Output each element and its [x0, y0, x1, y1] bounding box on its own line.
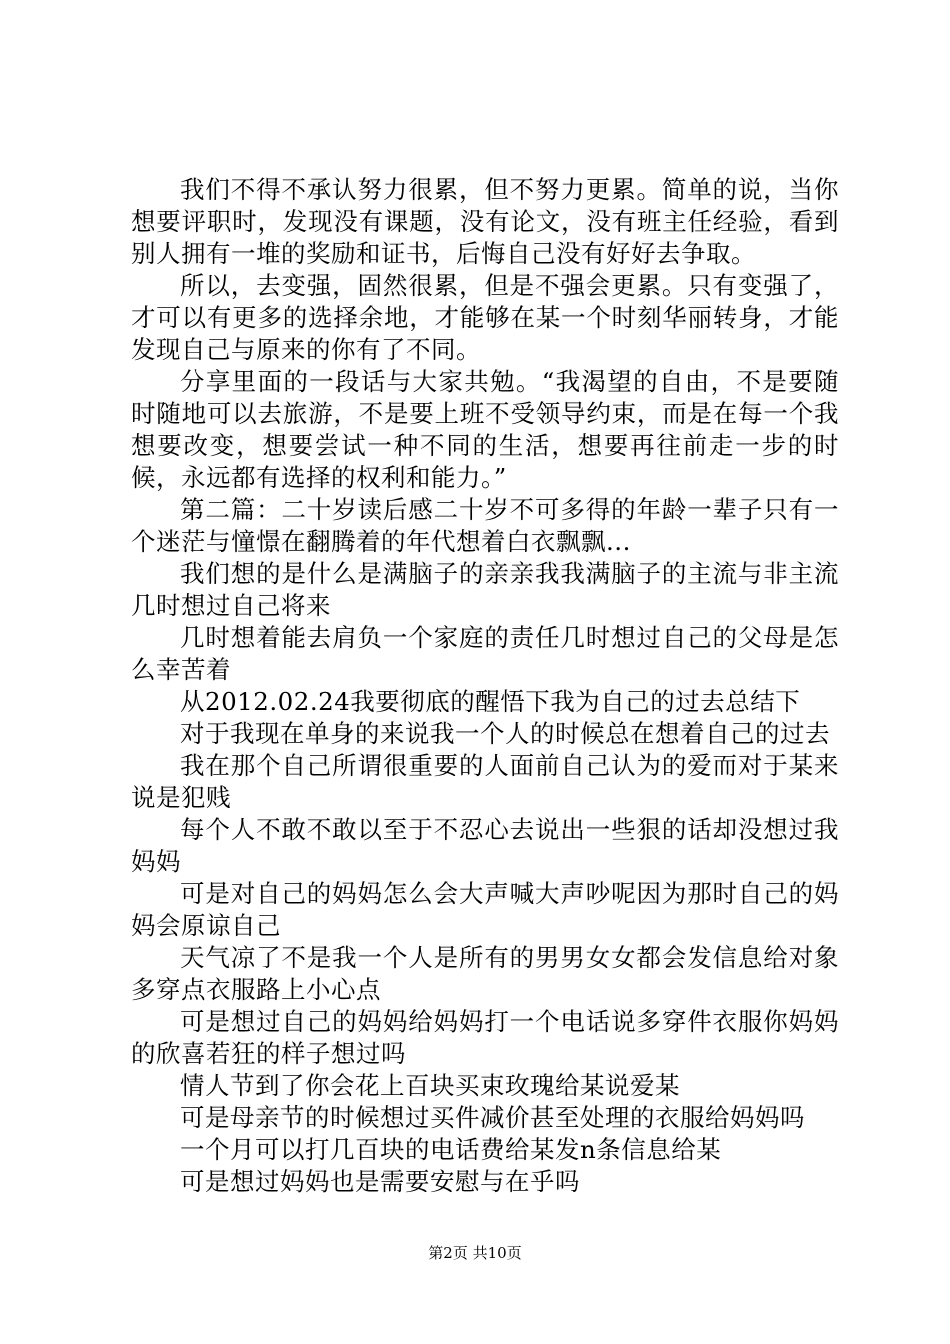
paragraph: 从2012.02.24我要彻底的醒悟下我为自己的过去总结下: [180, 687, 801, 716]
paragraph: 可是想过妈妈也是需要安慰与在乎吗: [180, 1167, 580, 1196]
paragraph: 对于我现在单身的来说我一个人的时候总在想着自己的过去: [180, 719, 830, 748]
paragraph: 一个月可以打几百块的电话费给某发n条信息给某: [180, 1135, 722, 1164]
paragraph: 每个人不敢不敢以至于不忍心去说出一些狠的话却没想过我妈妈: [131, 815, 839, 876]
paragraph-section-heading: 第二篇：二十岁读后感二十岁不可多得的年龄一辈子只有一个迷茫与憧憬在翻腾着的年代想着白衣飘飘...: [131, 495, 839, 556]
paragraph: 几时想着能去肩负一个家庭的责任几时想过自己的父母是怎么幸苦着: [131, 623, 839, 684]
page-number-footer: 第2页 共10页: [428, 1244, 522, 1262]
paragraph: 我们不得不承认努力很累，但不努力更累。简单的说，当你想要评职时，发现没有课题，没有论文，没有班主任经验，看到别人拥有一堆的奖励和证书，后悔自己没有好好去争取。: [131, 175, 839, 268]
paragraph: 分享里面的一段话与大家共勉。“我渴望的自由，不是要随时随地可以去旅游，不是要上班不受领导约束，而是在每一个我想要改变，想要尝试一种不同的生活，想要再往前走一步的时候，永远都有选择的权利和能力。”: [131, 367, 839, 492]
paragraph: 可是母亲节的时候想过买件减价甚至处理的衣服给妈妈吗: [180, 1103, 805, 1132]
document-body: [131, 174, 839, 1198]
paragraph: 情人节到了你会花上百块买束玫瑰给某说爱某: [180, 1071, 680, 1100]
paragraph: 所以，去变强，固然很累，但是不强会更累。只有变强了，才可以有更多的选择余地，才能够在某一个时刻华丽转身，才能发现自己与原来的你有了不同。: [131, 271, 839, 364]
paragraph: 天气凉了不是我一个人是所有的男男女女都会发信息给对象多穿点衣服路上小心点: [131, 943, 839, 1004]
paragraph: 我们想的是什么是满脑子的亲亲我我满脑子的主流与非主流几时想过自己将来: [131, 559, 839, 620]
paragraph: 我在那个自己所谓很重要的人面前自己认为的爱而对于某来说是犯贱: [131, 751, 839, 812]
paragraph: 可是对自己的妈妈怎么会大声喊大声吵呢因为那时自己的妈妈会原谅自己: [131, 879, 839, 940]
paragraph: 可是想过自己的妈妈给妈妈打一个电话说多穿件衣服你妈妈的欣喜若狂的样子想过吗: [131, 1007, 839, 1068]
